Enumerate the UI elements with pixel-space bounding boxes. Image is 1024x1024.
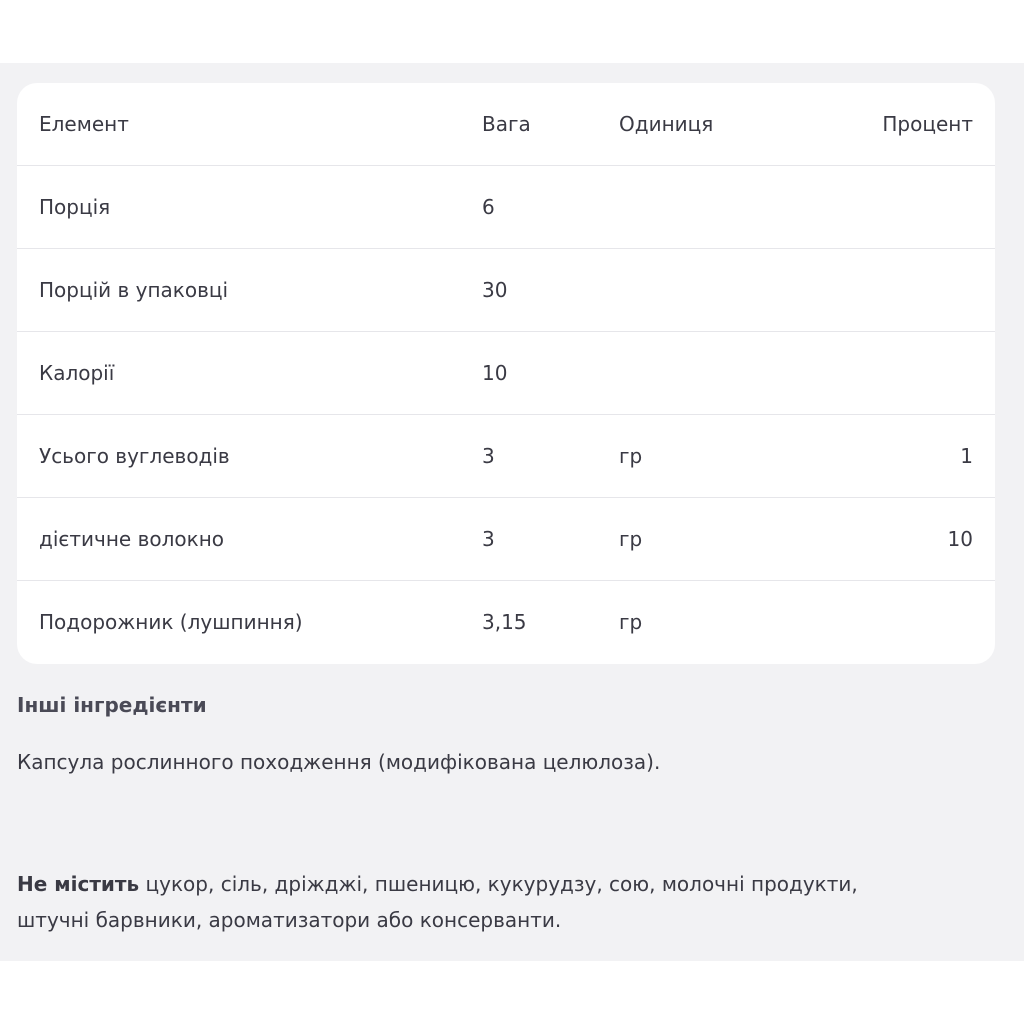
row-element: Порція: [39, 195, 111, 219]
table-row: [17, 166, 995, 249]
other-ingredients-heading: Інші інгредієнти: [17, 693, 207, 717]
row-weight: 3: [482, 444, 495, 468]
nutrition-table: [17, 83, 995, 664]
table-header-row: [17, 83, 995, 166]
header-weight: Вага: [482, 112, 531, 136]
row-weight: 30: [482, 278, 508, 302]
row-weight: 6: [482, 195, 495, 219]
row-weight: 3,15: [482, 610, 527, 634]
row-percent: 1: [960, 444, 973, 468]
row-element: Подорожник (лушпиння): [39, 610, 303, 634]
table-row: [17, 498, 995, 581]
row-element: Порцій в упаковці: [39, 278, 229, 302]
table-row: [17, 332, 995, 415]
header-unit: Одиниця: [619, 112, 714, 136]
row-unit: гр: [619, 444, 643, 468]
header-element: Елемент: [39, 112, 129, 136]
table-row: [17, 581, 995, 664]
row-element: дієтичне волокно: [39, 527, 224, 551]
row-element: Калорії: [39, 361, 115, 385]
product-info-panel: [0, 63, 1024, 961]
row-unit: гр: [619, 527, 643, 551]
table-row: [17, 415, 995, 498]
other-ingredients-text: Капсула рослинного походження (модифікована целюлоза).: [17, 750, 661, 774]
row-weight: 10: [482, 361, 508, 385]
header-percent: Процент: [882, 112, 973, 136]
free-from-text: цукор, сіль, дріжджі, пшеницю, кукурудзу, сою, молочні продукти, штучні барвники, ароматизатори або консерванти.: [17, 872, 858, 932]
free-from-label: Не містить: [17, 872, 140, 896]
table-row: [17, 249, 995, 332]
row-weight: 3: [482, 527, 495, 551]
row-element: Усього вуглеводів: [39, 444, 230, 468]
row-unit: гр: [619, 610, 643, 634]
free-from-paragraph: [17, 866, 917, 938]
row-percent: 10: [947, 527, 973, 551]
